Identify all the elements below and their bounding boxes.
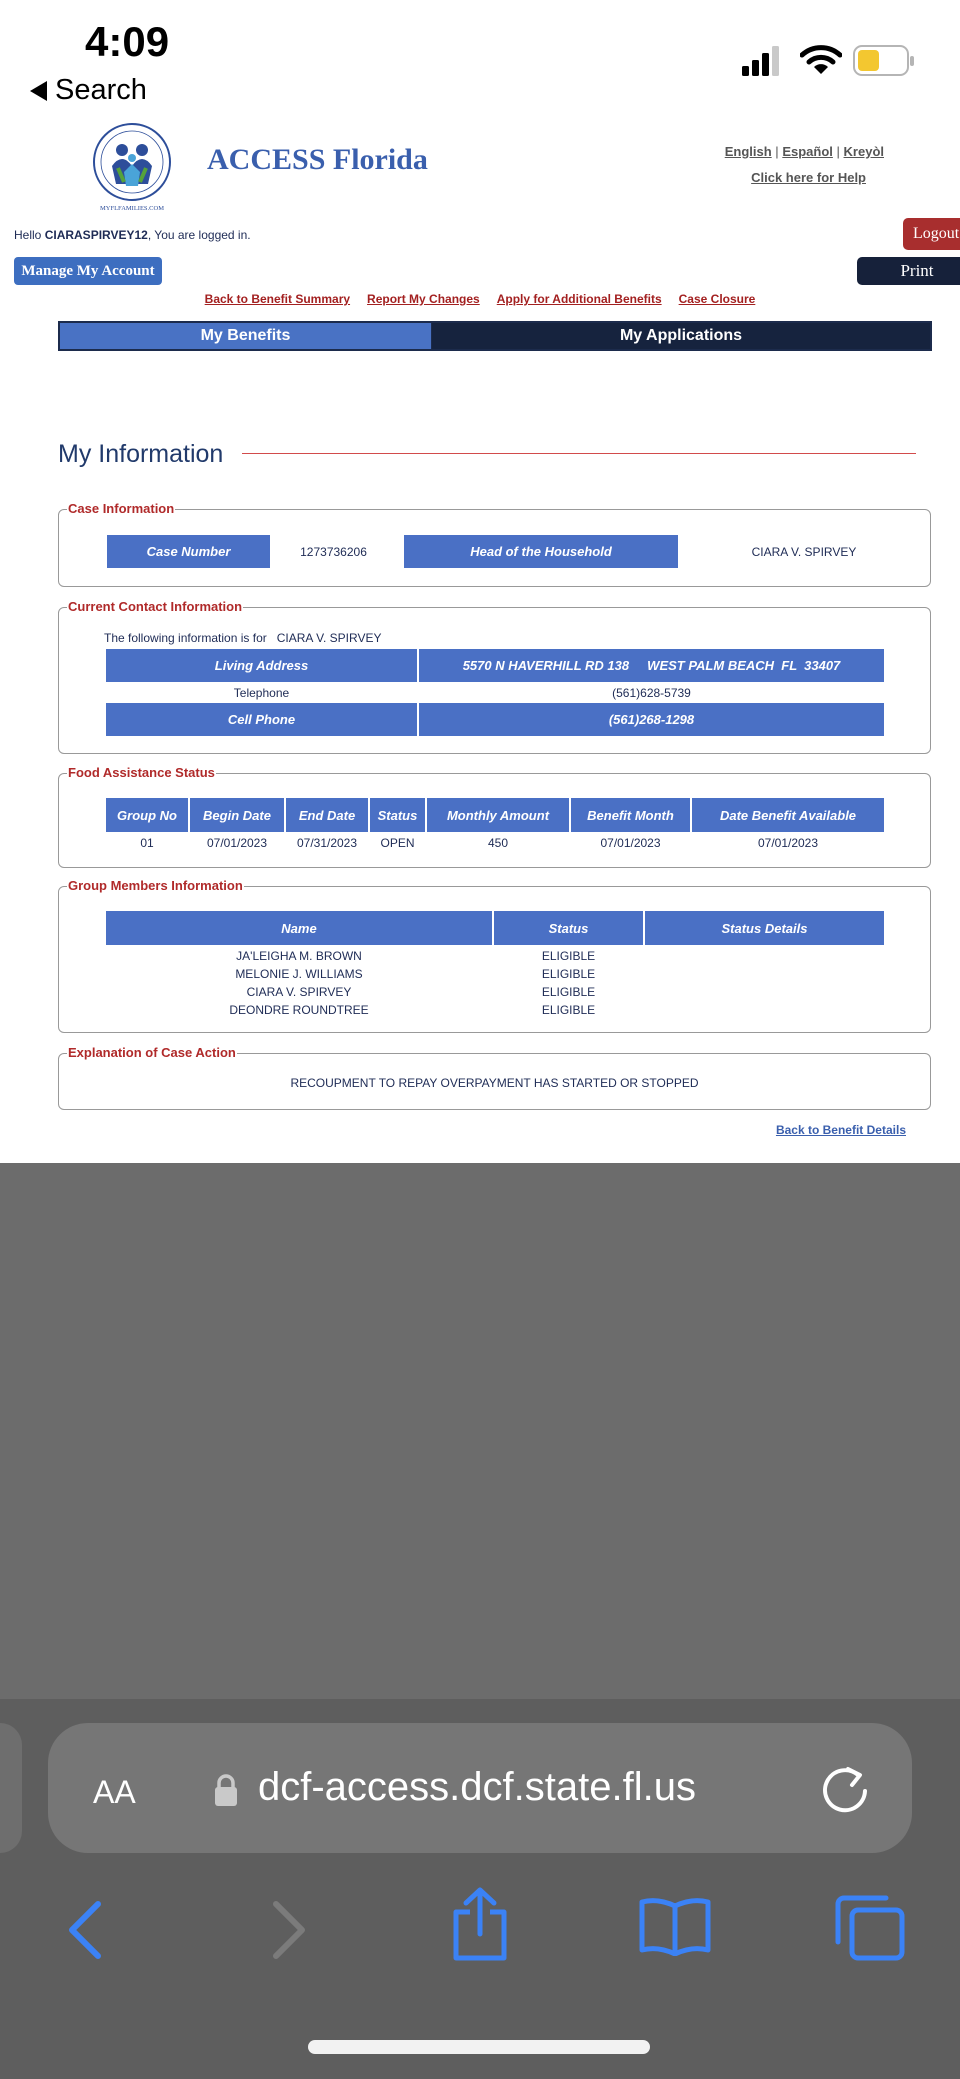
col-end-date: End Date xyxy=(286,798,368,832)
member-status: ELIGIBLE xyxy=(541,1002,596,1017)
lock-icon xyxy=(214,1773,238,1807)
greeting-prefix: Hello xyxy=(14,228,45,242)
food-assistance-box xyxy=(58,765,931,868)
lang-english-link[interactable]: English xyxy=(724,144,772,159)
back-to-search-label: Search xyxy=(55,74,147,106)
member-name: MELONIE J. WILLIAMS xyxy=(235,966,363,981)
previous-tab-peek[interactable] xyxy=(0,1723,22,1853)
col-member-status: Status xyxy=(494,911,643,945)
back-to-search[interactable] xyxy=(30,74,147,107)
tab-my-benefits[interactable]: My Benefits xyxy=(60,323,432,349)
col-monthly-amount: Monthly Amount xyxy=(427,798,569,832)
back-chevron-icon[interactable] xyxy=(66,1900,106,1960)
telephone-value: (561)628-5739 xyxy=(612,685,691,700)
cell-phone-label: Cell Phone xyxy=(106,703,417,736)
contact-information-box xyxy=(58,599,931,754)
home-indicator xyxy=(308,2040,650,2054)
member-status: ELIGIBLE xyxy=(541,984,596,999)
lang-espanol-link[interactable]: Español xyxy=(782,144,833,159)
case-information-box xyxy=(58,501,931,587)
lang-sep: | xyxy=(836,144,840,159)
explanation-legend: Explanation of Case Action xyxy=(68,1045,236,1060)
cell-monthly-amount: 450 xyxy=(487,835,509,850)
explanation-box xyxy=(58,1045,931,1110)
back-to-benefit-details-link[interactable]: Back to Benefit Details xyxy=(775,1123,906,1137)
back-to-benefit-summary-link[interactable]: Back to Benefit Summary xyxy=(204,292,351,306)
contact-information-legend: Current Contact Information xyxy=(68,599,243,614)
greeting xyxy=(14,228,251,242)
status-time: 4:09 xyxy=(85,18,170,65)
member-name: DEONDRE ROUNDTREE xyxy=(229,1002,369,1017)
lang-kreyol-link[interactable]: Kreyòl xyxy=(843,144,884,159)
sub-navigation xyxy=(0,292,960,306)
logout-button[interactable]: Logout xyxy=(903,218,960,250)
group-members-box xyxy=(58,878,931,1033)
help-link[interactable]: Click here for Help xyxy=(751,170,866,185)
head-of-household-label: Head of the Household xyxy=(404,535,678,568)
telephone-label: Telephone xyxy=(233,685,290,700)
explanation-text: RECOUPMENT TO REPAY OVERPAYMENT HAS STARTED OR STOPPED xyxy=(290,1076,699,1090)
site-title: ACCESS Florida xyxy=(207,143,428,176)
cell-benefit-month: 07/01/2023 xyxy=(600,835,661,850)
dcf-seal-logo xyxy=(88,122,176,212)
page-title: My Information xyxy=(58,440,224,468)
main-tabs xyxy=(58,321,932,351)
print-button[interactable]: Print xyxy=(857,257,960,285)
col-status-details: Status Details xyxy=(645,911,884,945)
col-name: Name xyxy=(106,911,492,945)
member-status: ELIGIBLE xyxy=(541,966,596,981)
tab-my-applications[interactable]: My Applications xyxy=(432,323,930,349)
cell-begin-date: 07/01/2023 xyxy=(206,835,268,850)
contact-intro: The following information is for CIARA V. SPIRVEY xyxy=(104,630,382,645)
cell-end-date: 07/31/2023 xyxy=(296,835,358,850)
manage-account-button[interactable]: Manage My Account xyxy=(14,257,162,285)
language-links xyxy=(725,144,884,159)
url-text[interactable]: dcf-access.dcf.state.fl.us xyxy=(258,1765,696,1809)
aa-label: AA xyxy=(93,1774,136,1810)
empty-page-area xyxy=(0,1163,960,1699)
report-my-changes-link[interactable]: Report My Changes xyxy=(367,292,480,306)
back-triangle-icon xyxy=(30,81,47,101)
logo-url-text: MYFLFAMILIES.COM xyxy=(100,205,164,212)
case-closure-link[interactable]: Case Closure xyxy=(678,292,756,306)
case-number-value: 1273736206 xyxy=(300,544,367,559)
cell-status: OPEN xyxy=(380,835,415,850)
username: CIARASPIRVEY12 xyxy=(44,228,148,242)
reader-settings-button[interactable] xyxy=(93,1764,136,1814)
tabs-icon[interactable] xyxy=(834,1894,906,1962)
col-group-no: Group No xyxy=(106,798,188,832)
living-address-value: 5570 N HAVERHILL RD 138 WEST PALM BEACH FL 33407 xyxy=(419,649,884,682)
cell-group-no: 01 xyxy=(140,835,154,850)
group-members-legend: Group Members Information xyxy=(68,878,243,893)
case-information-legend: Case Information xyxy=(68,501,175,516)
title-divider xyxy=(242,453,916,454)
col-benefit-month: Benefit Month xyxy=(571,798,690,832)
lang-sep: | xyxy=(775,144,779,159)
member-name: JA'LEIGHA M. BROWN xyxy=(236,948,362,963)
forward-chevron-icon[interactable] xyxy=(268,1900,308,1960)
bookmarks-icon[interactable] xyxy=(638,1896,712,1956)
cell-phone-value: (561)268-1298 xyxy=(419,703,884,736)
wifi-icon xyxy=(800,44,842,76)
member-status: ELIGIBLE xyxy=(541,948,596,963)
food-assistance-legend: Food Assistance Status xyxy=(68,765,215,780)
member-name: CIARA V. SPIRVEY xyxy=(246,984,352,999)
cell-date-benefit-available: 07/01/2023 xyxy=(757,835,819,850)
reload-icon[interactable] xyxy=(818,1761,874,1817)
col-begin-date: Begin Date xyxy=(190,798,284,832)
share-icon[interactable] xyxy=(450,1886,510,1962)
greeting-suffix: , You are logged in. xyxy=(147,228,251,242)
living-address-label: Living Address xyxy=(106,649,417,682)
head-of-household-value: CIARA V. SPIRVEY xyxy=(751,544,857,559)
col-status: Status xyxy=(370,798,425,832)
cellular-signal-icon xyxy=(742,44,787,76)
battery-icon xyxy=(853,45,915,77)
col-date-benefit-available: Date Benefit Available xyxy=(692,798,884,832)
apply-additional-benefits-link[interactable]: Apply for Additional Benefits xyxy=(496,292,662,306)
case-number-label: Case Number xyxy=(107,535,270,568)
